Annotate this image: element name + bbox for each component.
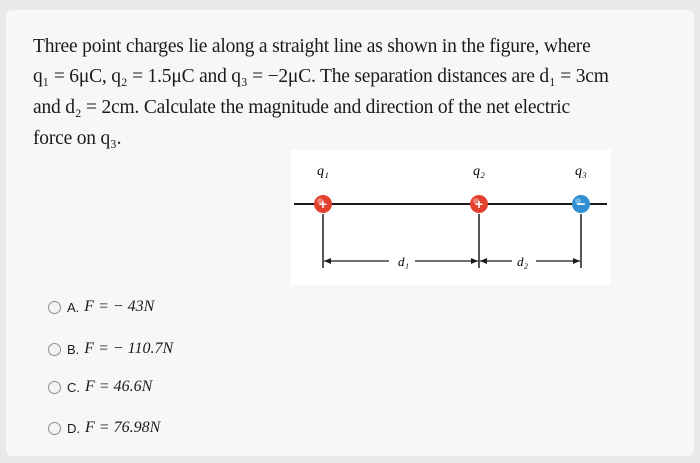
option-c-letter: C. bbox=[67, 379, 80, 395]
q3-charge bbox=[572, 195, 590, 213]
option-c-radio[interactable] bbox=[48, 381, 61, 394]
q1-charge bbox=[314, 195, 332, 213]
d2-arrowhead-left bbox=[480, 258, 487, 264]
option-b[interactable] bbox=[48, 340, 173, 358]
option-a[interactable] bbox=[48, 298, 154, 316]
question-text-line-3: and d₂ = 2cm. Calculate the magnitude and direction of the net electric bbox=[33, 97, 570, 118]
q2-sign: + bbox=[474, 196, 484, 212]
option-a-letter: A. bbox=[67, 299, 80, 315]
option-b-letter: B. bbox=[67, 341, 80, 357]
option-c[interactable] bbox=[48, 378, 152, 396]
question-text-line-4: force on q₃. bbox=[33, 128, 122, 149]
question-text-line-2: q₁ = 6μC, q₂ = 1.5μC and q₃ = −2μC. The separation distances are d₁ = 3cm bbox=[33, 66, 609, 87]
q2-label: q₂ bbox=[473, 164, 485, 179]
q2-charge bbox=[470, 195, 488, 213]
q1-label: q₁ bbox=[317, 164, 329, 179]
option-d-text: F = 76.98N bbox=[85, 419, 161, 436]
d2-label: d₂ bbox=[517, 254, 529, 269]
d2-arrowhead-right bbox=[573, 258, 580, 264]
q1-sign: + bbox=[318, 196, 328, 212]
q3-label: q₃ bbox=[575, 164, 587, 179]
option-a-text: F = − 43N bbox=[84, 298, 155, 315]
option-d-radio[interactable] bbox=[48, 422, 61, 435]
q3-sign: − bbox=[576, 196, 586, 213]
option-b-text: F = − 110.7N bbox=[84, 340, 174, 357]
option-a-radio[interactable] bbox=[48, 301, 61, 314]
question-text-line-1: Three point charges lie along a straight line as shown in the figure, where bbox=[33, 36, 591, 57]
d1-arrowhead-left bbox=[324, 258, 331, 264]
d1-arrowhead-right bbox=[471, 258, 478, 264]
option-d-letter: D. bbox=[67, 420, 80, 436]
d1-label: d₁ bbox=[398, 254, 410, 269]
charges-diagram bbox=[291, 150, 611, 285]
option-c-text: F = 46.6N bbox=[85, 378, 153, 395]
option-d[interactable] bbox=[48, 419, 160, 437]
charges-figure bbox=[291, 150, 611, 285]
option-b-radio[interactable] bbox=[48, 343, 61, 356]
